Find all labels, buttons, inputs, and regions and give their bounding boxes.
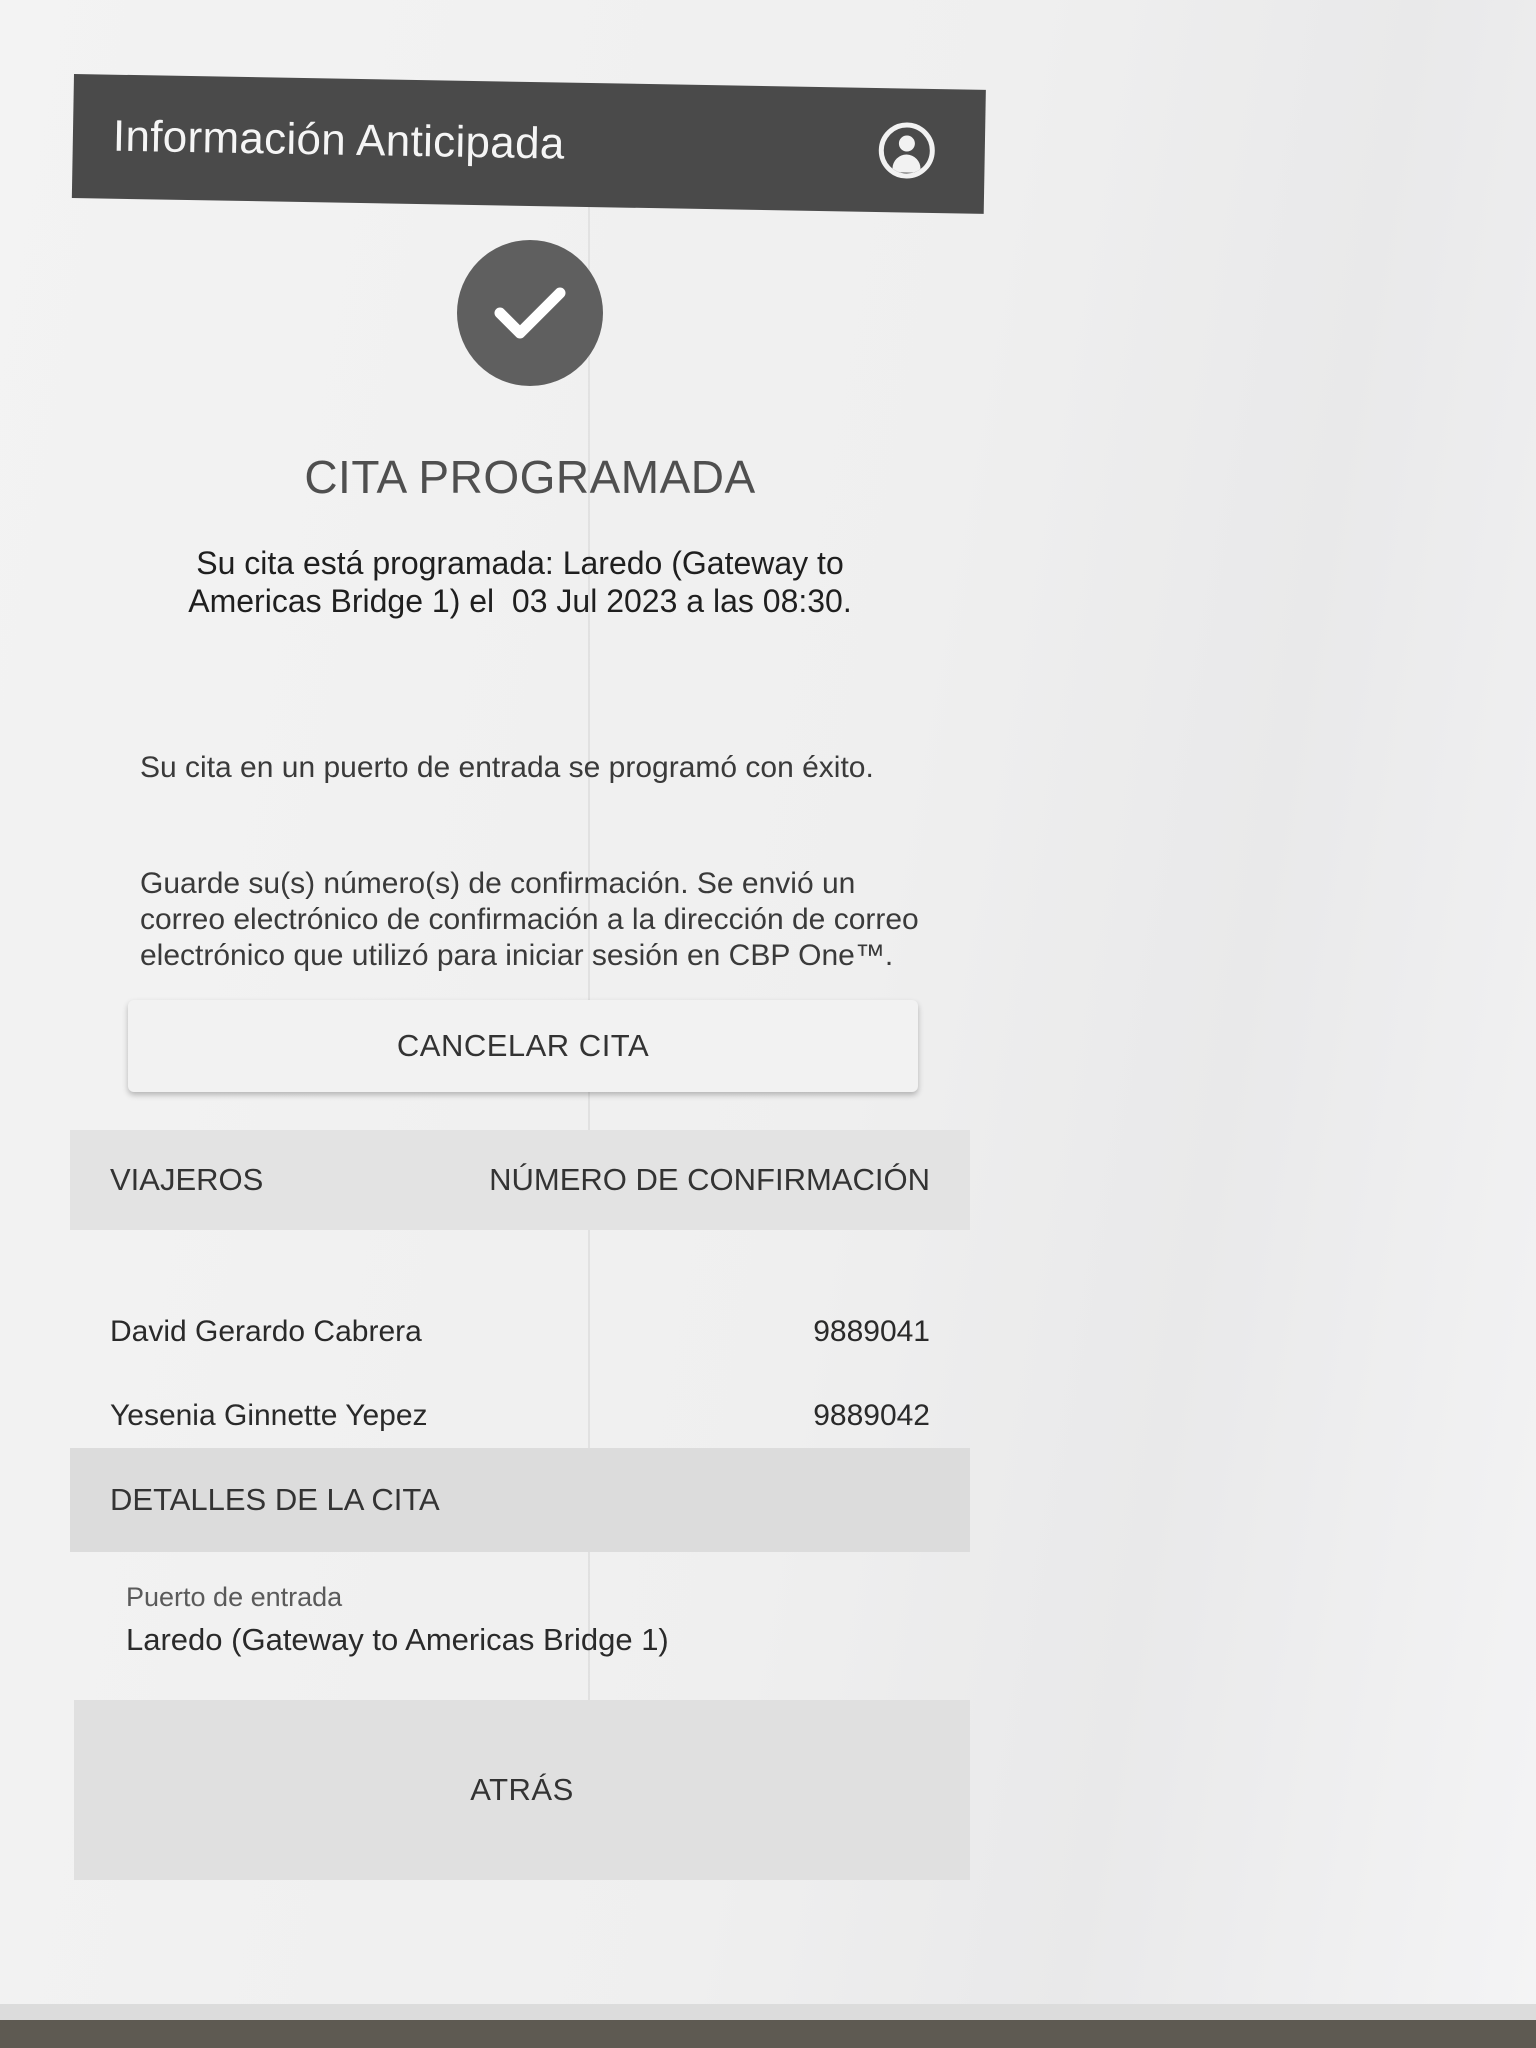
back-button[interactable]: ATRÁS [74, 1700, 970, 1880]
account-circle-icon[interactable] [878, 122, 935, 179]
app-header [72, 74, 986, 214]
paper-edge [0, 2004, 1536, 2020]
confirmation-number: 9889041 [813, 1315, 930, 1348]
summary-line-1: Su cita está programada: Laredo (Gateway to [196, 545, 844, 581]
appointment-details-header: DETALLES DE LA CITA [70, 1448, 970, 1552]
success-message: Su cita en un puerto de entrada se programó con éxito. [140, 751, 874, 784]
travelers-table-header [70, 1130, 970, 1230]
port-of-entry-value: Laredo (Gateway to Americas Bridge 1) [126, 1622, 669, 1657]
confirmation-column-header: NÚMERO DE CONFIRMACIÓN [489, 1162, 930, 1197]
confirmation-notice: Guarde su(s) número(s) de confirmación. Se envió un correo electrónico de confirmación a la dirección de correo electrónico que utilizó para iniciar sesión en CBP One™. [140, 867, 919, 972]
travelers-column-header: VIAJEROS [110, 1162, 264, 1197]
summary-line-2: Americas Bridge 1) el 03 Jul 2023 a las 08:30. [188, 583, 852, 619]
table-row [70, 1292, 970, 1372]
traveler-name: Yesenia Ginnette Yepez [110, 1399, 428, 1432]
status-title: CITA PROGRAMADA [304, 451, 756, 503]
confirmation-number: 9889042 [813, 1399, 930, 1432]
cancel-appointment-button[interactable]: CANCELAR CITA [128, 1000, 918, 1092]
port-of-entry-label: Puerto de entrada [126, 1582, 343, 1612]
header-title: Información Anticipada [112, 111, 566, 169]
traveler-name: David Gerardo Cabrera [110, 1315, 422, 1348]
appointment-summary [160, 544, 880, 620]
check-icon [457, 240, 603, 386]
table-row [70, 1376, 970, 1456]
screen-content [70, 70, 986, 1900]
